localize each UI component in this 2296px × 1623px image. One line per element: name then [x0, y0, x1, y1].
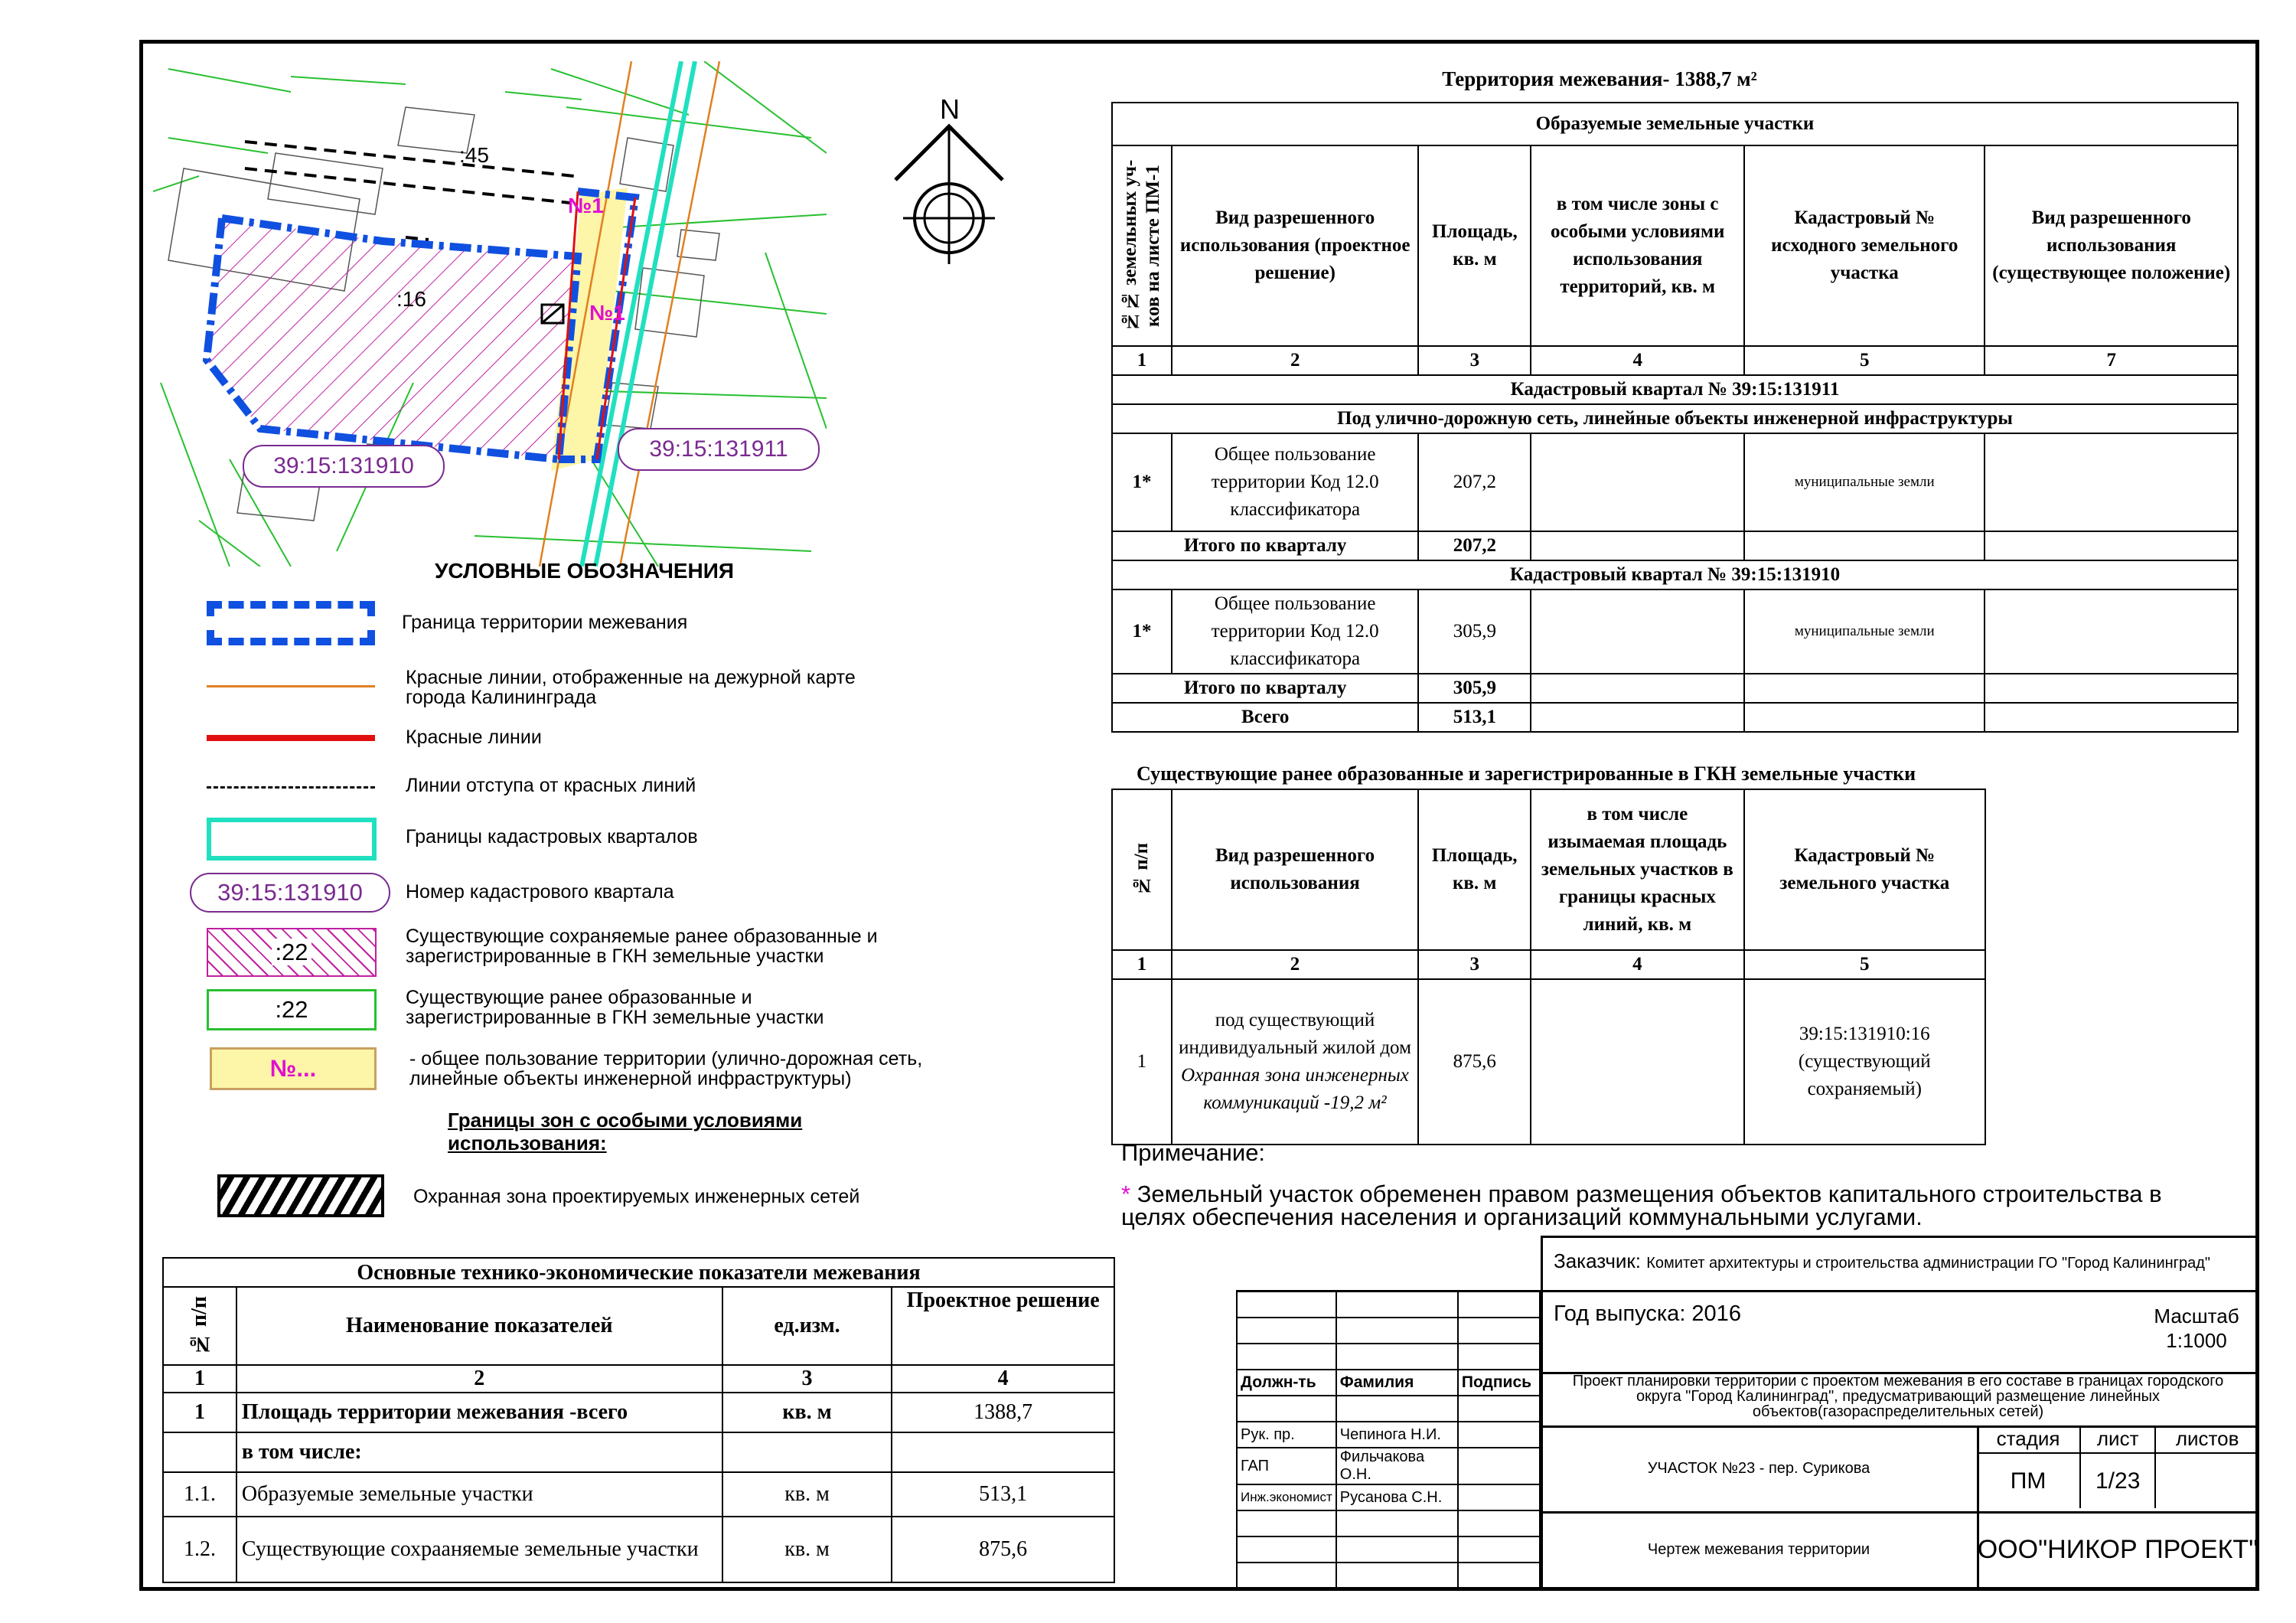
- label-45: :45: [459, 143, 489, 167]
- ind-row-value: 1388,7: [892, 1393, 1114, 1432]
- north-label: N: [940, 93, 960, 125]
- staff-role: ГАП: [1237, 1448, 1336, 1484]
- legend-red-line-swatch: [207, 735, 375, 741]
- existing-header-area: Площадь, кв. м: [1418, 789, 1531, 950]
- stage-value: ПМ: [1977, 1453, 2080, 1508]
- note-text: Земельный участок обременен правом размещения объектов капитального строительства в целях обеспечения населения и организаций коммунальными услугами.: [1121, 1181, 2162, 1230]
- sheet-value: 1/23: [2080, 1453, 2155, 1508]
- legend-hatched-plot-swatch: [207, 928, 377, 977]
- ind-row-unit: кв. м: [722, 1472, 892, 1517]
- staff-role: Инж.экономист: [1237, 1484, 1336, 1510]
- ind-row-unit: кв. м: [722, 1517, 892, 1582]
- existing-row-use: [1172, 979, 1418, 1145]
- main-table: [1111, 102, 2239, 733]
- site-plan-map: [153, 61, 827, 567]
- staff-sign: [1458, 1484, 1540, 1510]
- sheets-value: [2155, 1453, 2258, 1508]
- existing-table: [1111, 789, 1986, 1145]
- main-q1-area: 207,2: [1418, 433, 1531, 531]
- legend-item-protection-zone: Охранная зона проектируемых инженерных сетей: [413, 1186, 860, 1207]
- quarter-label-left: 39:15:131910: [273, 453, 414, 478]
- main-q2-zones: [1531, 589, 1744, 674]
- main-colnum: 4: [1531, 346, 1744, 375]
- main-q1-subtitle: Под улично-дорожную сеть, линейные объекты инженерной инфраструктуры: [1112, 404, 2238, 433]
- staff-sign: [1458, 1422, 1540, 1448]
- main-q2-title: Кадастровый квартал № 39:15:131910: [1112, 560, 2238, 589]
- legend-item-quarter-boundary: Границы кадастровых кварталов: [406, 826, 698, 847]
- main-table-section: Образуемые земельные участки: [1112, 103, 2238, 145]
- main-q1-total: 207,2: [1418, 531, 1531, 560]
- ind-row-value: 513,1: [892, 1472, 1114, 1517]
- ind-colnum: 2: [236, 1365, 722, 1393]
- staff-header-role: Должн-ть: [1237, 1370, 1336, 1396]
- scale-label: Масштаб: [2154, 1305, 2239, 1327]
- title-company: ООО"НИКОР ПРОЕКТ": [1977, 1534, 2258, 1564]
- ind-header-value: Проектное решение: [892, 1287, 1114, 1365]
- ind-row-name: Существующие сохрааняемые земельные участки: [236, 1517, 722, 1582]
- main-grand-total: 513,1: [1418, 703, 1531, 732]
- title-site: УЧАСТОК №23 - пер. Сурикова: [1647, 1459, 1870, 1477]
- title-customer: [1554, 1249, 2210, 1273]
- main-grand-label: Всего: [1112, 703, 1418, 732]
- existing-colnum: 2: [1172, 950, 1418, 979]
- staff-header-sign: Подпись: [1458, 1370, 1540, 1396]
- existing-colnum: 3: [1418, 950, 1531, 979]
- main-header-plotno-text: №№ земельных уч-ков на листе ПМ-1: [1119, 159, 1163, 332]
- existing-colnum: 4: [1531, 950, 1743, 979]
- staff-table: [1236, 1291, 1541, 1589]
- main-q1-zones: [1531, 433, 1744, 531]
- existing-row-area: 875,6: [1418, 979, 1531, 1145]
- ind-header-no: [163, 1287, 236, 1365]
- title-stage-table: [1977, 1425, 2258, 1508]
- main-header-use: Вид разрешенного использования (проектное решение): [1172, 145, 1419, 346]
- note-body: [1121, 1183, 2193, 1229]
- legend-item-quarter-number: Номер кадастрового квартала: [406, 881, 674, 903]
- ind-header-name: Наименование показателей: [236, 1287, 722, 1365]
- legend-setback-swatch: [207, 786, 375, 789]
- main-colnum: 2: [1172, 346, 1419, 375]
- ind-row-value: [892, 1432, 1114, 1472]
- legend-item-duty-red-lines: Красные линии, отображенные на дежурной карте города Калининграда: [406, 667, 856, 708]
- legend-item-existing: Существующие ранее образованные и зарегистрированные в ГКН земельные участки: [406, 987, 824, 1028]
- legend-item-public-use: - общее пользование территории (улично-дорожная сеть, линейные объекты инженерной инфраструктуры): [409, 1048, 923, 1089]
- ind-colnum: 3: [722, 1365, 892, 1393]
- ind-row-unit: [722, 1432, 892, 1472]
- legend-zones-heading: Границы зон с особыми условиями использования:: [448, 1109, 803, 1154]
- legend-duty-red-line-swatch: [207, 685, 375, 687]
- staff-name: Русанова С.Н.: [1336, 1484, 1458, 1510]
- existing-header-use: Вид разрешенного использования: [1172, 789, 1418, 950]
- main-q2-no: 1*: [1112, 589, 1172, 674]
- main-q2-total-label: Итого по кварталу: [1112, 674, 1418, 703]
- staff-name: Фильчакова О.Н.: [1336, 1448, 1458, 1484]
- sheets-label: листов: [2155, 1425, 2258, 1453]
- title-project: Проект планировки территории с проектом межевания в его составе в границах городского округа "Город Калининград", предусматривающий размещение линейных объектов(газораспределительных сетей): [1572, 1373, 2224, 1420]
- ind-colnum: 4: [892, 1365, 1114, 1393]
- existing-colnum: 1: [1112, 950, 1172, 979]
- plot-no-1-top: №1: [568, 194, 604, 217]
- existing-plot-16: [207, 218, 578, 459]
- main-q1-existing: [1985, 433, 2238, 531]
- main-colnum: 3: [1418, 346, 1531, 375]
- existing-table-title: Существующие ранее образованные и зарегистрированные в ГКН земельные участки: [1137, 763, 1916, 785]
- legend-item-red-lines: Красные линии: [406, 727, 542, 748]
- existing-header-seized: в том числе изымаемая площадь земельных участков в границы красных линий, кв. м: [1531, 789, 1743, 950]
- main-q1-title: Кадастровый квартал № 39:15:131911: [1112, 375, 2238, 404]
- customer-value: Комитет архитектуры и строительства администрации ГО "Город Калининград": [1646, 1255, 2210, 1272]
- ind-row-no: 1.2.: [163, 1517, 236, 1582]
- staff-header-name: Фамилия: [1336, 1370, 1458, 1396]
- stage-label: стадия: [1977, 1425, 2080, 1453]
- ind-row-name: Образуемые земельные участки: [236, 1472, 722, 1517]
- sheet-label: лист: [2080, 1425, 2155, 1453]
- title-year: Год выпуска: 2016: [1554, 1301, 1741, 1326]
- legend-quarter-number-swatch: 39:15:131910: [190, 873, 390, 913]
- main-q2-area: 305,9: [1418, 589, 1531, 674]
- legend-public-use-swatch: №...: [210, 1047, 377, 1090]
- main-q1-use: Общее пользование территории Код 12.0 классификатора: [1172, 433, 1419, 531]
- main-q2-use: Общее пользование территории Код 12.0 классификатора: [1172, 589, 1419, 674]
- title-scale: [2143, 1304, 2250, 1353]
- existing-row-use-note: Охранная зона инженерных коммуникаций -19,2 м²: [1181, 1065, 1409, 1113]
- main-colnum: 7: [1985, 346, 2238, 375]
- legend-quarter-boundary-swatch: [207, 818, 377, 860]
- label-16: :16: [396, 287, 426, 311]
- legend-item-existing-kept: Существующие сохраняемые ранее образованные и зарегистрированные в ГКН земельные участки: [406, 926, 878, 967]
- staff-sign: [1458, 1448, 1540, 1484]
- main-q2-existing: [1985, 589, 2238, 674]
- main-colnum: 1: [1112, 346, 1172, 375]
- existing-header-no: [1112, 789, 1172, 950]
- ind-row-no: 1.1.: [163, 1472, 236, 1517]
- ind-colnum: 1: [163, 1365, 236, 1393]
- staff-role: Рук. пр.: [1237, 1422, 1336, 1448]
- indicators-title: Основные технико-экономические показатели межевания: [162, 1257, 1115, 1288]
- legend-title: УСЛОВНЫЕ ОБОЗНАЧЕНИЯ: [435, 559, 735, 583]
- main-header-zones: в том числе зоны с особыми условиями использования территорий, кв. м: [1531, 145, 1744, 346]
- legend-protection-zone-swatch: [217, 1174, 384, 1217]
- main-table-title: Территория межевания- 1388,7 м²: [1442, 67, 1757, 90]
- main-header-existing-use: Вид разрешенного использования (существующее положение): [1985, 145, 2238, 346]
- existing-row-seized: [1531, 979, 1743, 1145]
- main-q1-no: 1*: [1112, 433, 1172, 531]
- main-header-source: Кадастровый № исходного земельного участка: [1744, 145, 1985, 346]
- legend-survey-boundary-swatch: [207, 601, 375, 645]
- site-plan-drawing: [153, 61, 827, 567]
- staff-name: Чепинога Н.И.: [1336, 1422, 1458, 1448]
- legend-item-survey-boundary: Граница территории межевания: [402, 612, 688, 633]
- ind-header-unit: ед.изм.: [722, 1287, 892, 1365]
- existing-row-use-text: под существующий индивидуальный жилой дом: [1179, 1010, 1411, 1058]
- ind-row-no: [163, 1432, 236, 1472]
- title-drawing: Чертеж межевания территории: [1647, 1540, 1870, 1558]
- main-q2-source: муниципальные земли: [1744, 589, 1985, 674]
- main-q1-source: муниципальные земли: [1744, 433, 1985, 531]
- ind-row-name: в том числе:: [236, 1432, 722, 1472]
- note-star: *: [1121, 1181, 1131, 1207]
- scale-value: 1:1000: [2166, 1329, 2227, 1352]
- ind-row-name: Площадь территории межевания -всего: [236, 1393, 722, 1432]
- quarter-label-right: 39:15:131911: [649, 436, 788, 462]
- existing-header-no-text: № п/п: [1130, 843, 1152, 896]
- existing-colnum: 5: [1744, 950, 1985, 979]
- legend-item-setback: Линии отступа от красных линий: [406, 775, 696, 796]
- indicators-table: [162, 1286, 1115, 1583]
- ind-row-value: 875,6: [892, 1517, 1114, 1582]
- note-heading: Примечание:: [1121, 1139, 1266, 1166]
- ind-row-no: 1: [163, 1393, 236, 1432]
- legend-green-plot-swatch: :22: [207, 989, 377, 1030]
- main-q2-total: 305,9: [1418, 674, 1531, 703]
- main-colnum: 5: [1744, 346, 1985, 375]
- customer-label: Заказчик:: [1554, 1249, 1642, 1272]
- main-header-area: Площадь, кв. м: [1418, 145, 1531, 346]
- ind-header-no-text: № п/п: [187, 1295, 211, 1357]
- ind-row-unit: кв. м: [722, 1393, 892, 1432]
- existing-row-no: 1: [1112, 979, 1172, 1145]
- main-q1-total-label: Итого по кварталу: [1112, 531, 1418, 560]
- main-header-plotno: [1112, 145, 1172, 346]
- plot-no-1-bottom: №1: [589, 301, 625, 325]
- existing-header-cadastral: Кадастровый № земельного участка: [1744, 789, 1985, 950]
- existing-row-cadastral: 39:15:131910:16 (существующий сохраняемый): [1744, 979, 1985, 1145]
- legend-hatched-plot-label: :22: [272, 939, 311, 965]
